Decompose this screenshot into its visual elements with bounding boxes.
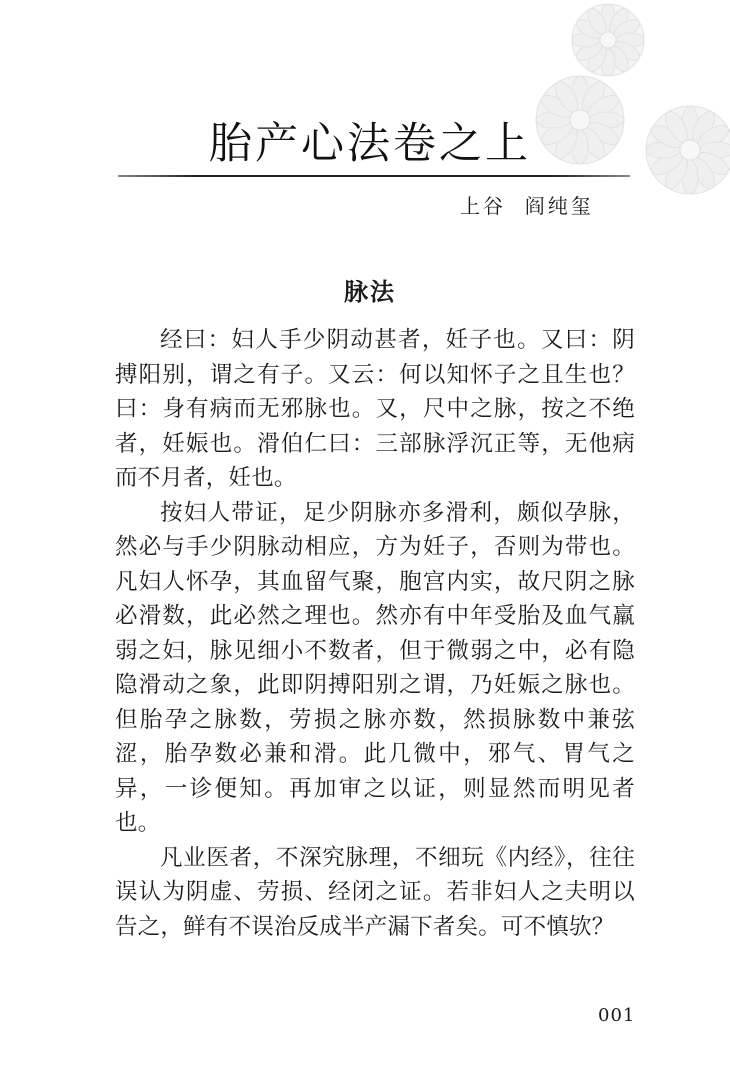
author-line: 上谷 阎纯玺 [460, 194, 594, 218]
section-heading: 脉法 [344, 278, 396, 306]
title-divider [118, 175, 630, 177]
chapter-title: 胎产心法卷之上 [209, 119, 531, 169]
paragraph-3: 凡业医者，不深究脉理，不细玩《内经》，往往误认为阴虚、劳损、经闭之证。若非妇人之夫明以告之，鲜有不误治反成半产漏下者矣。可不慎欤？ [115, 844, 635, 940]
paragraph-2: 按妇人带证，足少阴脉亦多滑利，颇似孕脉，然必与手少阴脉动相应，方为妊子，否则为带也。凡妇人怀孕，其血留气聚，胞宫内实，故尺阴之脉必滑数，此必然之理也。然亦有中年受胎及血气羸弱之妇，脉见细小不数者，但于微弱之中，必有隐隐滑动之象，此即阴搏阳别之谓，乃妊娠之脉也。但胎孕之脉数，劳损之脉亦数，然损脉数中兼弦涩，胎孕数必兼和滑。此几微中，邪气、胃气之异，一诊便知。再加审之以证，则显然而明见者也。 [115, 499, 635, 836]
paragraph-1: 经曰：妇人手少阴动甚者，妊子也。又曰：阴搏阳别，谓之有子。又云：何以知怀子之且生也？曰：身有病而无邪脉也。又，尺中之脉，按之不绝者，妊娠也。滑伯仁曰：三部脉浮沉正等，无他病而不月者，妊也。 [115, 327, 635, 491]
chrysanthemum-decoration-icon [510, 0, 730, 210]
body-text [115, 323, 635, 944]
page-number: 001 [598, 1005, 636, 1026]
